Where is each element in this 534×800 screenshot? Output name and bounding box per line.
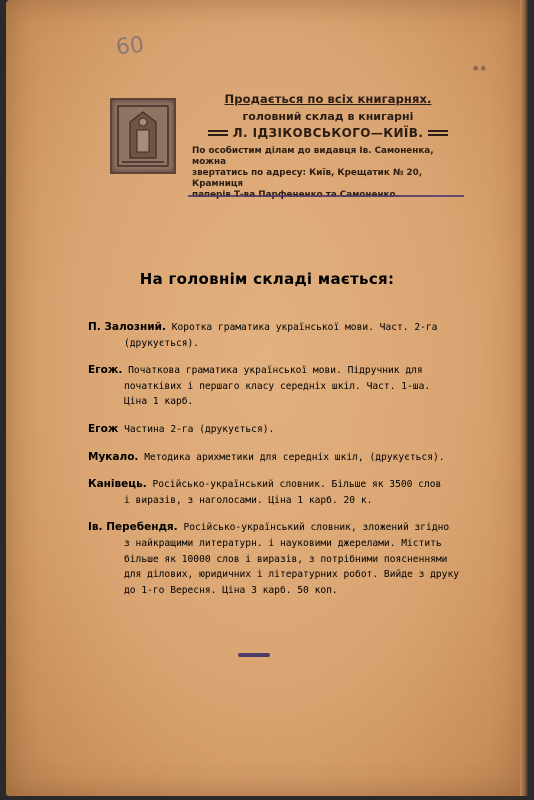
- entry-text: Коротка граматика української мови. Част. 2-га: [171, 322, 438, 333]
- warehouse-line: головний склад в книгарні: [242, 110, 414, 123]
- pencil-note: 60: [114, 32, 146, 61]
- entry-author: Егож.: [88, 364, 123, 377]
- entry-author: П. Залозний.: [88, 321, 166, 333]
- entry-text: до 1-го Вересня. Ціна 3 карб. 50 коп.: [124, 584, 338, 596]
- entry-text: Російсько-український словник, зложений згідно: [183, 522, 450, 534]
- publisher-emblem-icon: [110, 98, 176, 174]
- entry-text: більше як 10000 слов і виразів, з потрібними поясненнями: [124, 553, 448, 565]
- bookstore-name: [192, 126, 464, 140]
- cover-edge: [520, 0, 528, 796]
- closing-ornament: [238, 653, 270, 657]
- publisher-contact-note: [192, 146, 464, 201]
- catalog-title: На головнім складі мається:: [139, 270, 395, 288]
- note-line: По особистим ділам до видавця Ів. Самоненка, можна: [192, 146, 434, 167]
- entry-text: Ціна 1 карб.: [124, 396, 194, 408]
- list-item: [88, 520, 460, 598]
- double-rule-right: [428, 130, 448, 136]
- list-item: [88, 477, 460, 508]
- sales-notice: [192, 92, 464, 201]
- list-item: [88, 320, 460, 351]
- entry-text: початківих і першаго класу середніх шкіл. Част. 1-ша.: [124, 380, 431, 392]
- entry-text: з найкращими литературн. і науковими джерелами. Містить: [124, 537, 442, 549]
- entry-text: і виразів, з наголосами. Ціна 1 карб. 20 к.: [124, 494, 373, 506]
- entry-author: Канівець.: [88, 478, 147, 491]
- list-item: [88, 422, 460, 438]
- catalog-list: [88, 320, 460, 610]
- entry-text: Частина 2-га (друкується).: [124, 423, 275, 435]
- sales-line: Продається по всіх книгарнях.: [224, 92, 432, 106]
- entry-author: Мукало.: [88, 450, 139, 463]
- entry-text: Початкова граматика української мови. Підручник для: [128, 365, 423, 377]
- double-rule-left: [208, 130, 228, 136]
- entry-author: Егож: [88, 422, 119, 435]
- entry-text: для ділових, юридичних і літературних робот. Вийде з друку: [124, 569, 460, 581]
- bookstore-name-text: Л. ІДЗІКОВСЬКОГО—КИЇВ.: [232, 126, 424, 140]
- entry-author: Ів. Перебендя.: [88, 521, 178, 534]
- header-divider: [188, 195, 464, 197]
- list-item: [88, 450, 460, 466]
- note-line: звертатись по адресу: Київ, Крещатик № 20, Крамниця: [192, 168, 423, 189]
- entry-text: (друкується).: [124, 337, 200, 349]
- corner-mark: ∗∗: [472, 64, 488, 74]
- entry-text: Російсько-український словник. Більше як 3500 слов: [152, 479, 442, 491]
- entry-text: Методика арихметики для середніх шкіл, (друкується).: [144, 451, 445, 463]
- list-item: [88, 363, 460, 410]
